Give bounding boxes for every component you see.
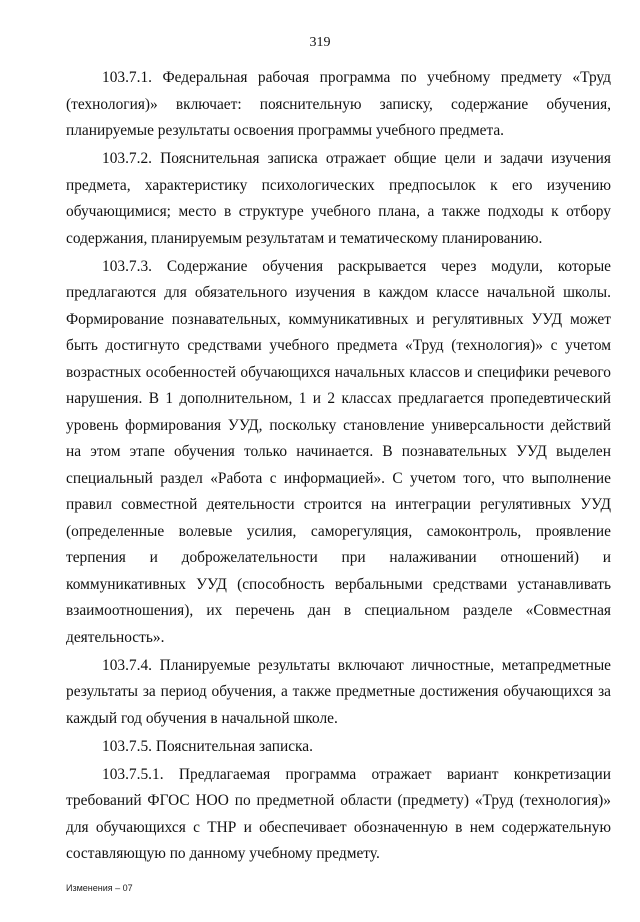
document-body xyxy=(66,65,611,869)
paragraph-103-7-5-1: 103.7.5.1. Предлагаемая программа отражает вариант конкретизации требований ФГОС НОО по предметной области (предмету) «Труд (технология)» для обучающихся с ТНР и обеспечивает обозначенную в нем содержательную составляющую по данному учебному предмету. xyxy=(66,765,611,862)
paragraph-103-7-5: 103.7.5. Пояснительная записка. xyxy=(102,737,313,755)
page-number: 319 xyxy=(309,35,331,50)
footer-note: Изменения – 07 xyxy=(66,883,133,893)
paragraph-103-7-3: 103.7.3. Содержание обучения раскрывается через модули, которые предлагаются для обязательного изучения в каждом классе начальной школы. Формирование познавательных, коммуникативных и регулятивных УУД может быть достигнуто средствами учебного предмета «Труд (технология)» с учетом возрастных особенностей обучающихся начальных классов и специфики речевого нарушения. В 1 дополнительном, 1 и 2 классах предлагается пропедевтический уровень формирования УУД, поскольку становление универсальности действий на этом этапе обучения только начинается. В познавательных УУД выделен специальный раздел «Работа с информацией». С учетом того, что выполнение правил совместной деятельности строится на интеграции регулятивных УУД (определенные волевые усилия, саморегуляция, самоконтроль, проявление терпения и доброжелательности при налаживании отношений) и коммуникативных УУД (способность вербальными средствами устанавливать взаимоотношения), их перечень дан в специальном разделе «Совместная деятельность». xyxy=(66,257,611,646)
paragraph-103-7-2: 103.7.2. Пояснительная записка отражает общие цели и задачи изучения предмета, характеристику психологических предпосылок к его изучению обучающимися; место в структуре учебного плана, а также подходы к отбору содержания, планируемым результатам и тематическому планированию. xyxy=(66,150,611,247)
paragraph-103-7-4: 103.7.4. Планируемые результаты включают личностные, метапредметные результаты за период обучения, а также предметные достижения обучающихся за каждый год обучения в начальной школе. xyxy=(66,656,611,727)
paragraph-103-7-1: 103.7.1. Федеральная рабочая программа по учебному предмету «Труд (технология)» включает: пояснительную записку, содержание обучения, планируемые результаты освоения программы учебного предмета. xyxy=(66,69,611,139)
